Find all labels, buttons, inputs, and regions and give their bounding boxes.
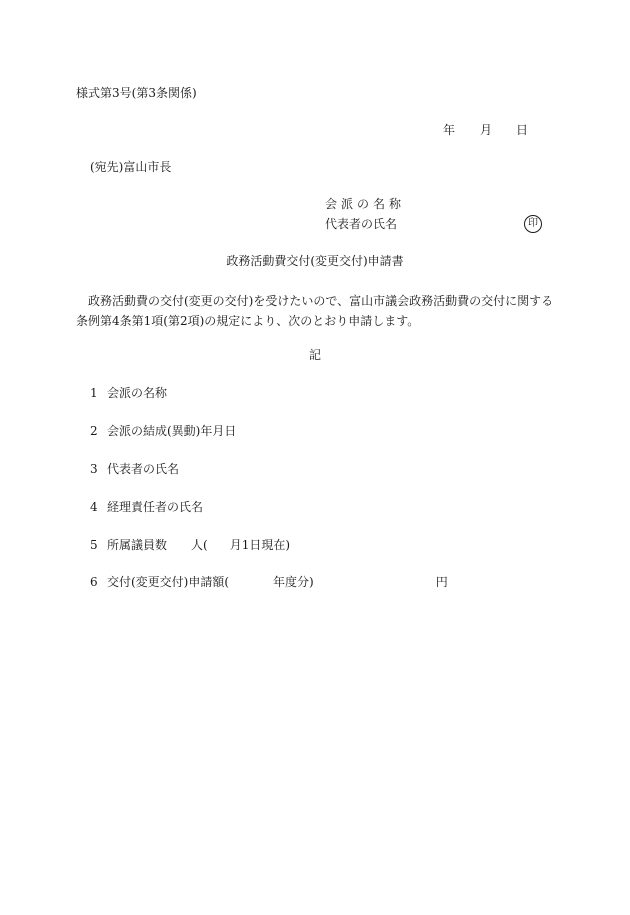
ki-heading: 記 xyxy=(308,348,321,362)
member-count-unit: 人( xyxy=(191,538,208,552)
item-member-count xyxy=(90,539,290,551)
item-label: 経理責任者の氏名 xyxy=(107,500,204,514)
seal-icon: 印 xyxy=(524,215,542,233)
yen-unit: 円 xyxy=(435,575,448,589)
item-number: 4 xyxy=(90,500,98,514)
item-formation-date xyxy=(90,425,236,437)
item-number: 3 xyxy=(90,462,98,476)
body-paragraph xyxy=(76,291,556,331)
representative-name-label: 代表者の氏名 xyxy=(325,217,398,231)
item-number: 2 xyxy=(90,424,98,438)
item-label: 会派の名称 xyxy=(107,386,168,400)
item-label: 交付(変更交付)申請額( xyxy=(107,575,230,589)
date-day-label: 日 xyxy=(516,123,529,137)
item-label: 会派の結成(異動)年月日 xyxy=(107,424,237,438)
body-line: 条例第4条第1項(第2項)の規定により、次のとおり申請します。 xyxy=(76,314,420,328)
fiscal-year-label: 年度分) xyxy=(273,575,314,589)
item-number: 1 xyxy=(90,386,98,400)
date-year-label: 年 xyxy=(443,123,456,137)
item-application-amount xyxy=(90,576,448,588)
form-number: 様式第3号(第3条関係) xyxy=(76,86,197,100)
member-count-asof: 月1日現在) xyxy=(229,538,291,552)
body-line: 政務活動費の交付(変更の交付)を受けたいので、富山市議会政務活動費の交付に関する xyxy=(88,294,554,308)
item-faction-name xyxy=(90,387,167,399)
item-label: 所属議員数 xyxy=(107,538,168,552)
addressee: (宛先)富山市長 xyxy=(90,160,172,174)
item-accounting-officer xyxy=(90,501,203,513)
date-month-label: 月 xyxy=(480,123,493,137)
item-number: 6 xyxy=(90,575,98,589)
faction-name-label: 会派の名称 xyxy=(325,197,406,211)
document-title: 政務活動費交付(変更交付)申請書 xyxy=(226,254,404,268)
item-label: 代表者の氏名 xyxy=(107,462,180,476)
item-number: 5 xyxy=(90,538,98,552)
item-representative-name xyxy=(90,463,179,475)
